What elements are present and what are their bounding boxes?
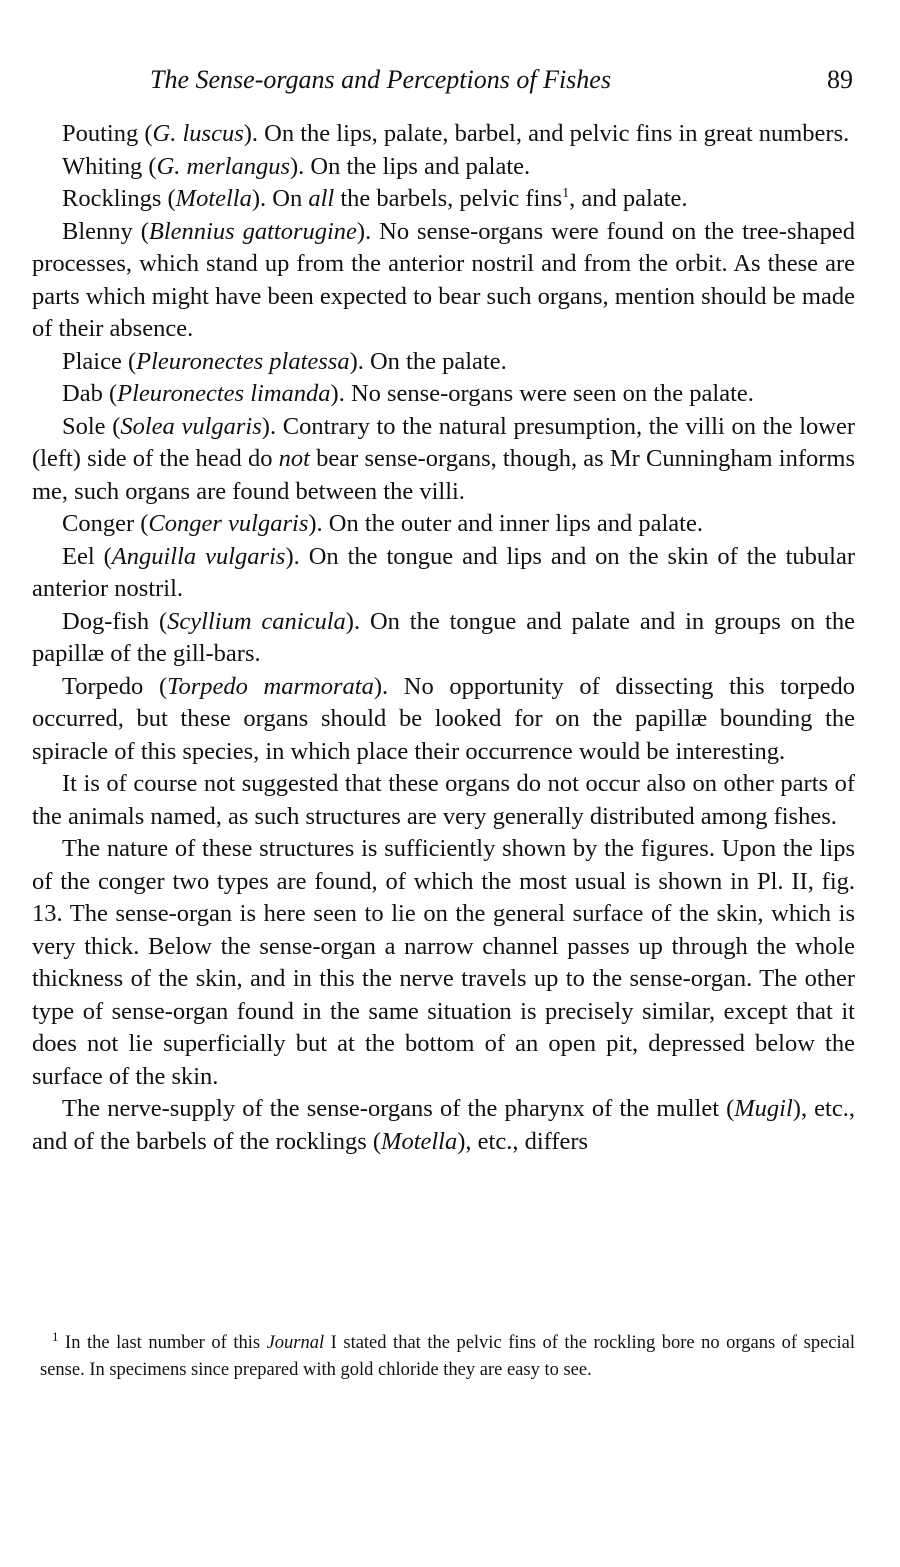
paragraph-distribution: It is of course not suggested that these organs do not occur also on other parts of the animals named, as such structures are very generally distributed among fishes.	[32, 770, 855, 830]
entry-dab: Dab (Pleuronectes limanda). No sense-organs were seen on the palate.	[62, 380, 754, 407]
entry-eel: Eel (Anguilla vulgaris). On the tongue and lips and on the skin of the tubular anterior nostril.	[32, 542, 856, 602]
entry-conger: Conger (Conger vulgaris). On the outer and inner lips and palate.	[62, 510, 703, 537]
paragraph-nerve-supply: The nerve-supply of the sense-organs of the pharynx of the mullet (Mugil), etc., and of the barbels of the rocklings (Motella), etc., differs	[32, 1095, 855, 1155]
page-number: 89	[827, 65, 853, 94]
running-title: The Sense-organs and Perceptions of Fishes	[150, 65, 611, 94]
footnote: $^1$ In the last number of this Journal I stated that the pelvic fins of the rockling bore no organs of special sense. In specimens since prepared with gold chloride they are easy to see.	[40, 1328, 855, 1380]
body-text	[32, 118, 855, 1158]
entry-blenny: Blenny (Blennius gattorugine). No sense-organs were found on the tree-shaped processes, which stand up from the anterior nostril and from the orbit. As these are parts which might have been expected to bear such organs, mention should be made of their absence.	[32, 217, 855, 342]
paragraph-structure: The nature of these structures is sufficiently shown by the figures. Upon the lips of the conger two types are found, of which the most usual is shown in Pl. II, fig. 13. The sense-organ is here seen to lie on the general surface of the skin, which is very thick. Below the sense-organ a narrow channel passes up through the whole thickness of the skin, and in this the nerve travels up to the sense-organ. The other type of sense-organ found in the same situation is precisely similar, except that it does not lie superficially but at the bottom of an open pit, depressed below the surface of the skin.	[32, 835, 855, 1090]
entry-rocklings: Rocklings (Motella). On all the barbels, pelvic fins$^1$, and palate.	[62, 185, 688, 212]
entry-dogfish: Dog-fish (Scyllium canicula). On the tongue and palate and in groups on the papillæ of the gill-bars.	[32, 607, 855, 667]
running-header	[150, 62, 855, 98]
entry-pouting: Pouting (G. luscus). On the lips, palate, barbel, and pelvic fins in great numbers.	[62, 120, 850, 147]
entry-whiting: Whiting (G. merlangus). On the lips and palate.	[62, 152, 531, 180]
entry-plaice: Plaice (Pleuronectes platessa). On the palate.	[62, 347, 507, 375]
entry-torpedo: Torpedo (Torpedo marmorata). No opportunity of dissecting this torpedo occurred, but these organs should be looked for on the papillæ bounding the spiracle of this species, in which place their occurrence would be interesting.	[32, 672, 855, 765]
footnote-number: 1	[52, 1328, 59, 1344]
footnote-marker: 1	[562, 185, 570, 201]
entry-sole: Sole (Solea vulgaris). Contrary to the natural presumption, the villi on the lower (left) side of the head do not bear sense-organs, though, as Mr Cunningham informs me, such organs are found between the villi.	[32, 412, 855, 505]
